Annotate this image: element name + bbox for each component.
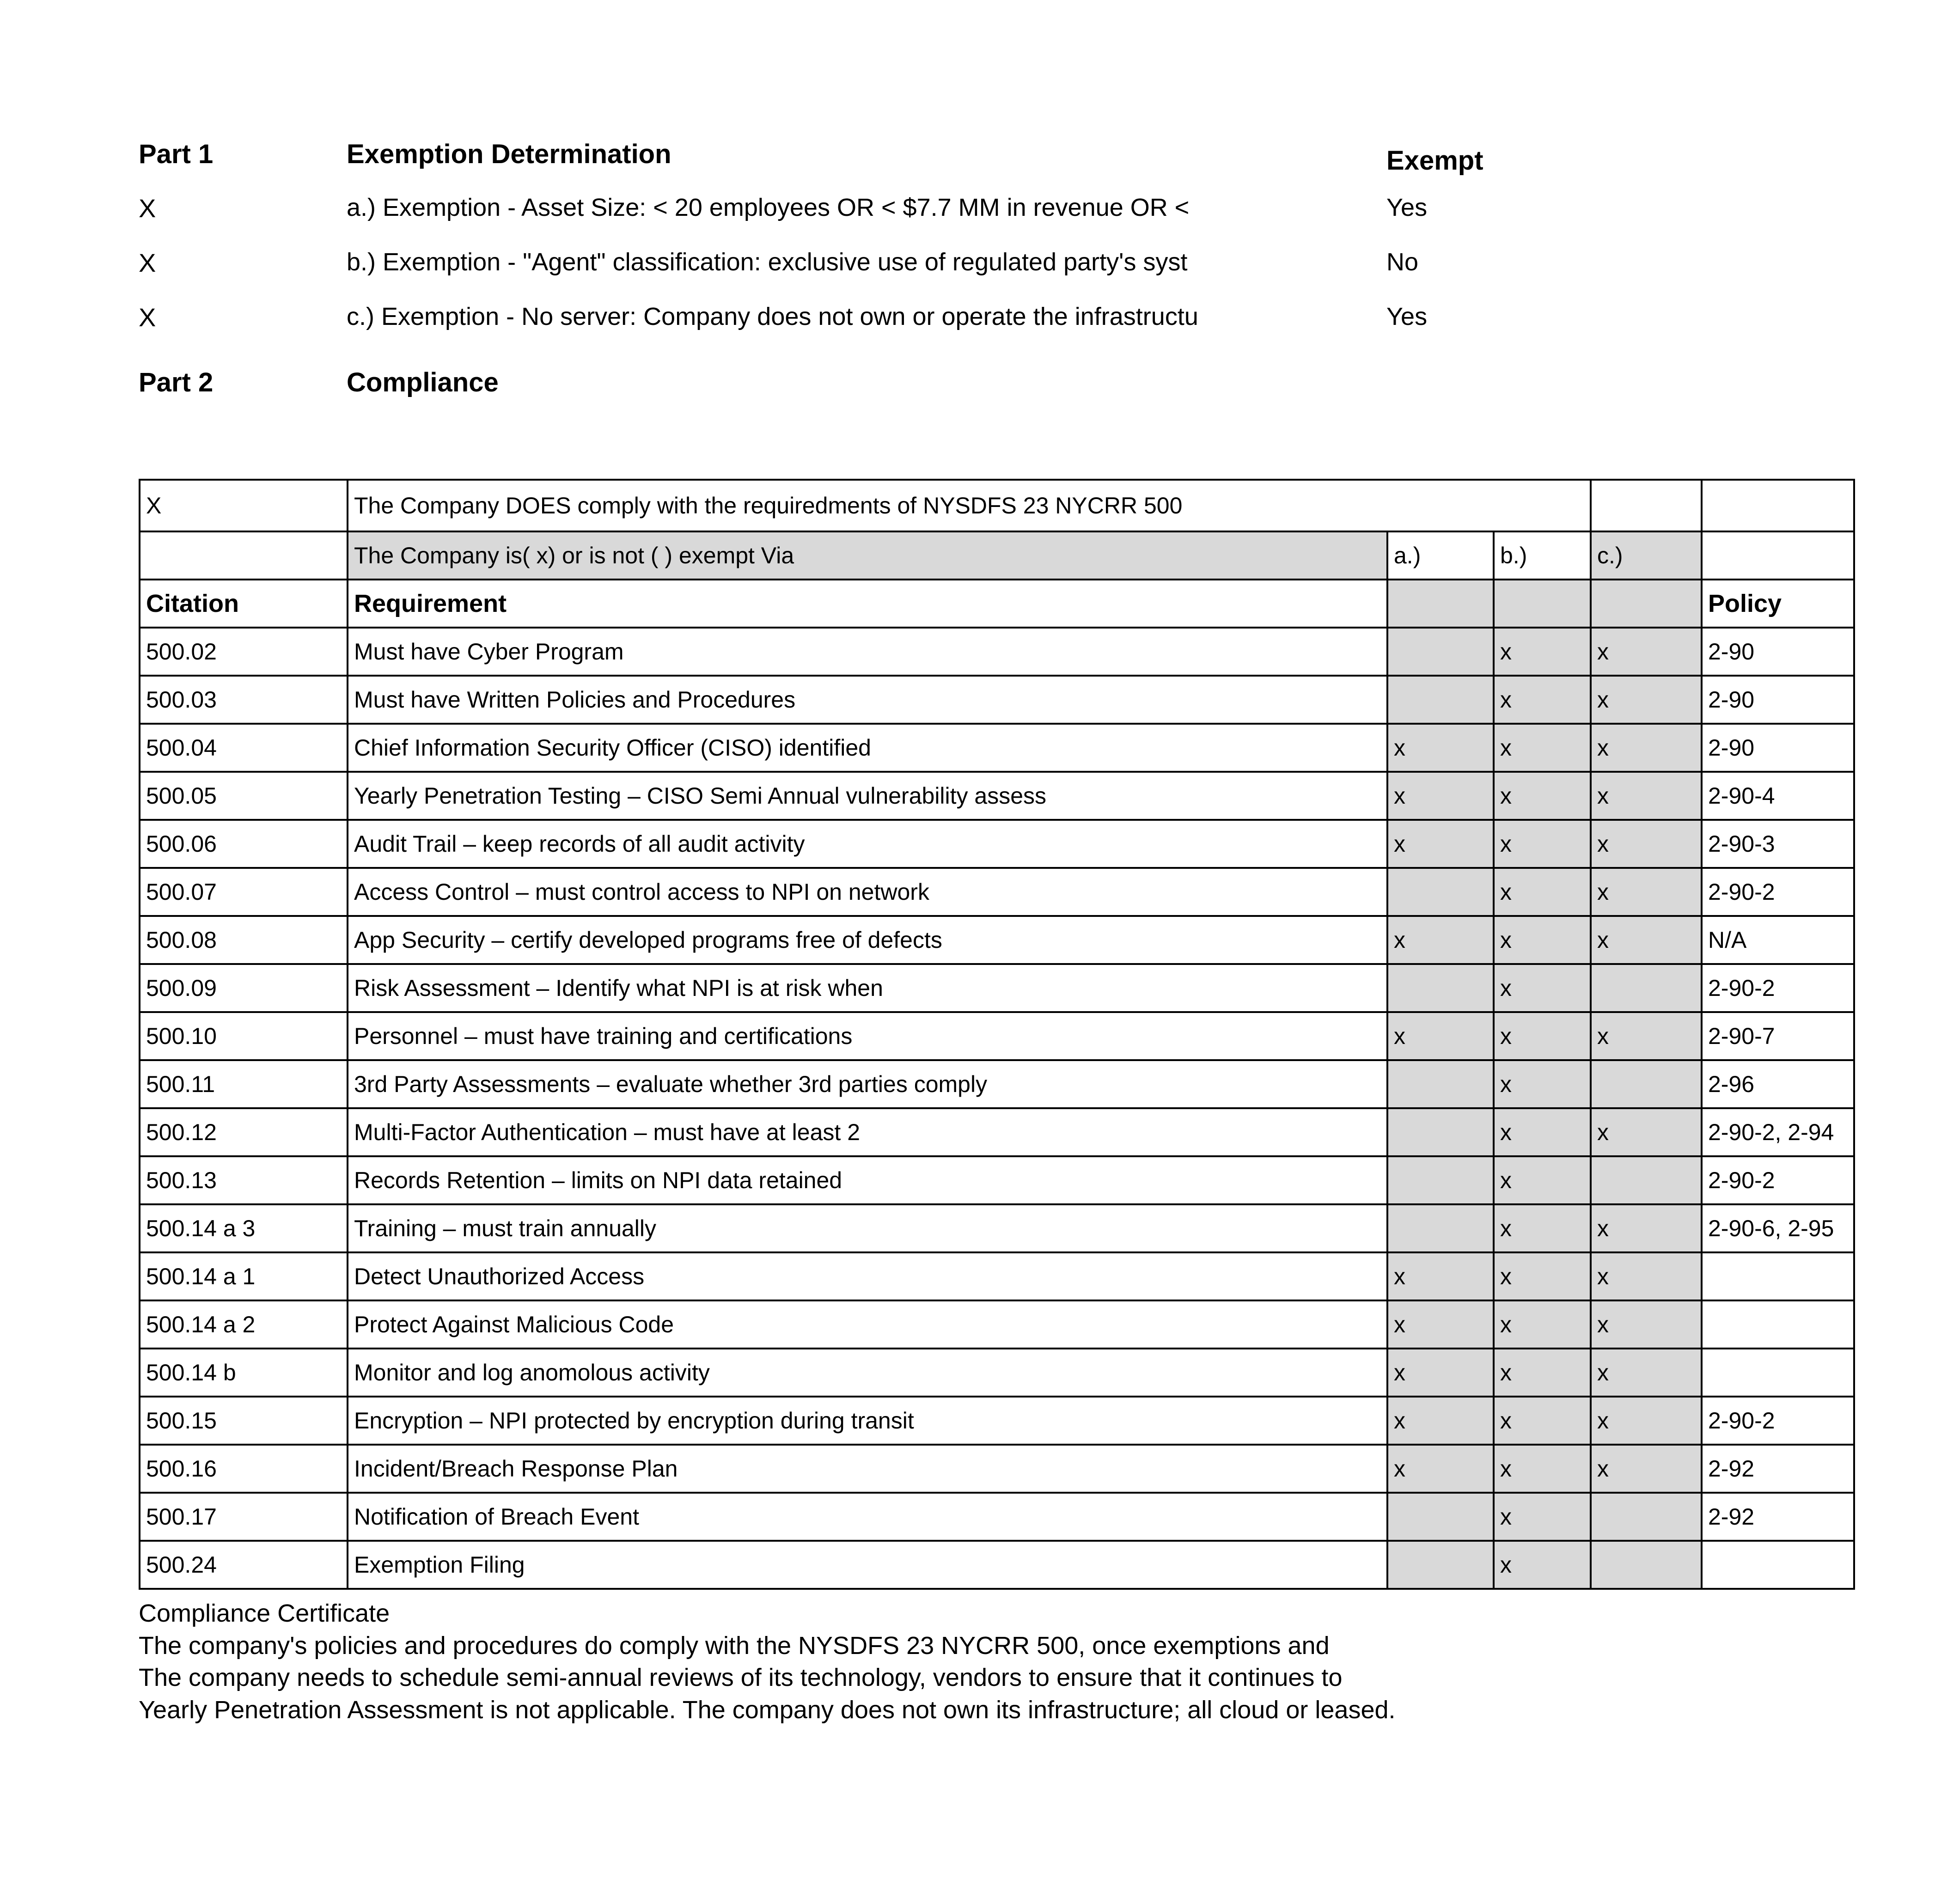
- cell-requirement: Records Retention – limits on NPI data retained: [348, 1156, 1387, 1204]
- cell-exemption-a: x: [1387, 1397, 1494, 1445]
- cell-citation: 500.03: [140, 676, 348, 724]
- cell-exemption-b: x: [1494, 1060, 1591, 1108]
- cell-citation: 500.15: [140, 1397, 348, 1445]
- part1-label: Part 1: [139, 139, 214, 169]
- cell-citation: 500.12: [140, 1108, 348, 1156]
- cell-exemption-c: x: [1591, 1300, 1702, 1349]
- cell-exemption-a: [1387, 628, 1494, 676]
- compliance-statement-policy-blank: [1702, 480, 1854, 531]
- cell-exemption-c: x: [1591, 1108, 1702, 1156]
- certificate-title: Compliance Certificate: [139, 1599, 390, 1627]
- cell-citation: 500.14 a 3: [140, 1204, 348, 1252]
- table-row: [140, 628, 1854, 676]
- cell-policy: [1702, 1349, 1854, 1397]
- part1-title: Exemption Determination: [347, 139, 671, 169]
- cell-exemption-b: x: [1494, 724, 1591, 772]
- cell-exemption-b: x: [1494, 1493, 1591, 1541]
- cell-exemption-a: [1387, 1204, 1494, 1252]
- part2-header-row: [139, 367, 1849, 418]
- table-row: [140, 820, 1854, 868]
- cell-exemption-c: x: [1591, 1252, 1702, 1300]
- cell-exemption-c: x: [1591, 1204, 1702, 1252]
- cell-citation: 500.10: [140, 1012, 348, 1060]
- table-row: [140, 1445, 1854, 1493]
- exemption-b-mark: X: [139, 248, 156, 277]
- cell-exemption-a: x: [1387, 724, 1494, 772]
- column-header-b: [1494, 580, 1591, 628]
- cell-exemption-b: x: [1494, 1252, 1591, 1300]
- table-row: [140, 868, 1854, 916]
- exemption-a-text: a.) Exemption - Asset Size: < 20 employees OR < $7.7 MM in revenue OR <: [347, 194, 1190, 221]
- cell-exemption-b: x: [1494, 1108, 1591, 1156]
- cell-exemption-b: x: [1494, 1204, 1591, 1252]
- exempt-via-a: a.): [1387, 531, 1494, 580]
- cell-policy: N/A: [1702, 916, 1854, 964]
- exemption-b-value: No: [1386, 248, 1419, 276]
- cell-policy: [1702, 1252, 1854, 1300]
- table-row: [140, 772, 1854, 820]
- cell-requirement: Yearly Penetration Testing – CISO Semi Annual vulnerability assess: [348, 772, 1387, 820]
- cell-citation: 500.11: [140, 1060, 348, 1108]
- cell-policy: 2-90-2: [1702, 1156, 1854, 1204]
- cell-requirement: Incident/Breach Response Plan: [348, 1445, 1387, 1493]
- column-header-citation: Citation: [140, 580, 348, 628]
- column-header-policy: Policy: [1702, 580, 1854, 628]
- cell-exemption-c: [1591, 1493, 1702, 1541]
- exempt-via-blank: [140, 531, 348, 580]
- cell-citation: 500.02: [140, 628, 348, 676]
- cell-exemption-a: x: [1387, 1349, 1494, 1397]
- part1-section: [139, 139, 1849, 418]
- cell-citation: 500.04: [140, 724, 348, 772]
- exempt-via-text: The Company is( x) or is not ( ) exempt Via: [348, 531, 1387, 580]
- cell-citation: 500.14 a 2: [140, 1300, 348, 1349]
- table-row-exempt-via: [140, 531, 1854, 580]
- cell-exemption-b: x: [1494, 676, 1591, 724]
- cell-citation: 500.24: [140, 1541, 348, 1589]
- table-row: [140, 1108, 1854, 1156]
- compliance-table-wrap: [139, 479, 1853, 1590]
- certificate-line-2: The company needs to schedule semi-annual reviews of its technology, vendors to ensure that it continues to: [139, 1664, 1343, 1692]
- cell-requirement: Notification of Breach Event: [348, 1493, 1387, 1541]
- cell-exemption-a: x: [1387, 1012, 1494, 1060]
- cell-requirement: Monitor and log anomolous activity: [348, 1349, 1387, 1397]
- cell-policy: 2-90-7: [1702, 1012, 1854, 1060]
- cell-citation: 500.08: [140, 916, 348, 964]
- compliance-statement-text: The Company DOES comply with the requiredments of NYSDFS 23 NYCRR 500: [348, 480, 1591, 531]
- cell-citation: 500.07: [140, 868, 348, 916]
- column-header-a: [1387, 580, 1494, 628]
- cell-policy: 2-90-2: [1702, 964, 1854, 1012]
- cell-exemption-c: x: [1591, 1349, 1702, 1397]
- cell-requirement: Encryption – NPI protected by encryption during transit: [348, 1397, 1387, 1445]
- compliance-table-body: [140, 480, 1854, 1589]
- cell-exemption-b: x: [1494, 1541, 1591, 1589]
- cell-exemption-b: x: [1494, 964, 1591, 1012]
- table-row: [140, 1012, 1854, 1060]
- cell-exemption-a: x: [1387, 772, 1494, 820]
- table-row: [140, 916, 1854, 964]
- cell-citation: 500.16: [140, 1445, 348, 1493]
- cell-exemption-a: [1387, 1108, 1494, 1156]
- cell-requirement: Access Control – must control access to NPI on network: [348, 868, 1387, 916]
- cell-exemption-a: x: [1387, 1252, 1494, 1300]
- cell-citation: 500.09: [140, 964, 348, 1012]
- cell-exemption-c: x: [1591, 724, 1702, 772]
- table-row: [140, 1300, 1854, 1349]
- cell-exemption-a: [1387, 1060, 1494, 1108]
- part2-title: Compliance: [347, 367, 499, 397]
- cell-requirement: Multi-Factor Authentication – must have at least 2: [348, 1108, 1387, 1156]
- cell-exemption-c: x: [1591, 676, 1702, 724]
- cell-exemption-c: x: [1591, 820, 1702, 868]
- cell-exemption-a: [1387, 676, 1494, 724]
- cell-exemption-a: x: [1387, 916, 1494, 964]
- cell-exemption-b: x: [1494, 916, 1591, 964]
- table-header-row: [140, 580, 1854, 628]
- part2-label: Part 2: [139, 367, 214, 397]
- cell-exemption-c: [1591, 964, 1702, 1012]
- cell-citation: 500.13: [140, 1156, 348, 1204]
- table-row: [140, 1541, 1854, 1589]
- exemption-row-b: [139, 248, 1849, 302]
- cell-exemption-b: x: [1494, 1156, 1591, 1204]
- table-row: [140, 1156, 1854, 1204]
- cell-policy: 2-90: [1702, 724, 1854, 772]
- cell-policy: [1702, 1541, 1854, 1589]
- cell-exemption-a: [1387, 868, 1494, 916]
- cell-citation: 500.06: [140, 820, 348, 868]
- cell-policy: 2-96: [1702, 1060, 1854, 1108]
- cell-policy: 2-90-4: [1702, 772, 1854, 820]
- cell-requirement: Chief Information Security Officer (CISO) identified: [348, 724, 1387, 772]
- cell-exemption-c: [1591, 1060, 1702, 1108]
- cell-exemption-b: x: [1494, 1445, 1591, 1493]
- cell-requirement: Protect Against Malicious Code: [348, 1300, 1387, 1349]
- compliance-statement-mark: X: [140, 480, 348, 531]
- cell-policy: 2-92: [1702, 1493, 1854, 1541]
- cell-exemption-a: [1387, 1156, 1494, 1204]
- cell-exemption-c: x: [1591, 772, 1702, 820]
- exemption-b-text: b.) Exemption - "Agent" classification: exclusive use of regulated party's syst: [347, 248, 1188, 276]
- part1-header-row: [139, 139, 1849, 193]
- cell-requirement: Detect Unauthorized Access: [348, 1252, 1387, 1300]
- exemption-a-mark: X: [139, 194, 156, 223]
- cell-exemption-a: [1387, 964, 1494, 1012]
- cell-citation: 500.14 b: [140, 1349, 348, 1397]
- table-row: [140, 1349, 1854, 1397]
- exemption-c-mark: X: [139, 303, 156, 332]
- cell-exemption-b: x: [1494, 1397, 1591, 1445]
- cell-requirement: Personnel – must have training and certifications: [348, 1012, 1387, 1060]
- table-row: [140, 676, 1854, 724]
- exemption-row-a: [139, 193, 1849, 248]
- cell-requirement: App Security – certify developed programs free of defects: [348, 916, 1387, 964]
- exemption-row-c: [139, 302, 1849, 357]
- compliance-table: [139, 479, 1855, 1590]
- cell-exemption-a: [1387, 1541, 1494, 1589]
- cell-policy: 2-90-2: [1702, 1397, 1854, 1445]
- table-row: [140, 1397, 1854, 1445]
- exemption-c-text: c.) Exemption - No server: Company does not own or operate the infrastructu: [347, 303, 1198, 330]
- table-row: [140, 1252, 1854, 1300]
- cell-policy: 2-90-2: [1702, 868, 1854, 916]
- compliance-statement-blank: [1591, 480, 1702, 531]
- cell-exemption-b: x: [1494, 1300, 1591, 1349]
- cell-policy: 2-90: [1702, 676, 1854, 724]
- exemption-c-value: Yes: [1386, 303, 1428, 330]
- cell-citation: 500.17: [140, 1493, 348, 1541]
- cell-exemption-c: [1591, 1156, 1702, 1204]
- cell-requirement: Must have Written Policies and Procedures: [348, 676, 1387, 724]
- exempt-column-header: Exempt: [1386, 146, 1483, 176]
- cell-citation: 500.14 a 1: [140, 1252, 348, 1300]
- table-row: [140, 1060, 1854, 1108]
- cell-exemption-c: x: [1591, 628, 1702, 676]
- table-row: [140, 1204, 1854, 1252]
- cell-requirement: Training – must train annually: [348, 1204, 1387, 1252]
- cell-exemption-c: x: [1591, 1445, 1702, 1493]
- certificate-line-1: The company's policies and procedures do comply with the NYSDFS 23 NYCRR 500, once exemptions and: [139, 1631, 1330, 1660]
- exempt-via-policy-blank: [1702, 531, 1854, 580]
- cell-exemption-a: x: [1387, 1300, 1494, 1349]
- cell-exemption-a: [1387, 1493, 1494, 1541]
- cell-exemption-c: x: [1591, 1397, 1702, 1445]
- table-row-compliance-statement: [140, 480, 1854, 531]
- cell-exemption-c: [1591, 1541, 1702, 1589]
- cell-requirement: Risk Assessment – Identify what NPI is at risk when: [348, 964, 1387, 1012]
- cell-policy: [1702, 1300, 1854, 1349]
- cell-exemption-b: x: [1494, 1349, 1591, 1397]
- cell-requirement: Exemption Filing: [348, 1541, 1387, 1589]
- cell-policy: 2-90-3: [1702, 820, 1854, 868]
- exemption-a-value: Yes: [1386, 194, 1428, 221]
- cell-policy: 2-90-2, 2-94: [1702, 1108, 1854, 1156]
- column-header-c: [1591, 580, 1702, 628]
- cell-policy: 2-90-6, 2-95: [1702, 1204, 1854, 1252]
- table-row: [140, 964, 1854, 1012]
- compliance-certificate: [139, 1599, 1876, 1725]
- cell-exemption-b: x: [1494, 820, 1591, 868]
- table-row: [140, 1493, 1854, 1541]
- cell-exemption-b: x: [1494, 1012, 1591, 1060]
- cell-requirement: Audit Trail – keep records of all audit activity: [348, 820, 1387, 868]
- cell-exemption-b: x: [1494, 868, 1591, 916]
- cell-exemption-c: x: [1591, 868, 1702, 916]
- cell-requirement: Must have Cyber Program: [348, 628, 1387, 676]
- column-header-requirement: Requirement: [348, 580, 1387, 628]
- cell-policy: 2-92: [1702, 1445, 1854, 1493]
- cell-exemption-c: x: [1591, 916, 1702, 964]
- exempt-via-c: c.): [1591, 531, 1702, 580]
- cell-requirement: 3rd Party Assessments – evaluate whether 3rd parties comply: [348, 1060, 1387, 1108]
- certificate-line-3: Yearly Penetration Assessment is not applicable. The company does not own its infrastructure; all cloud or leased.: [139, 1696, 1396, 1724]
- cell-exemption-a: x: [1387, 820, 1494, 868]
- exempt-via-b: b.): [1494, 531, 1591, 580]
- cell-exemption-b: x: [1494, 772, 1591, 820]
- cell-exemption-c: x: [1591, 1012, 1702, 1060]
- cell-exemption-b: x: [1494, 628, 1591, 676]
- cell-policy: 2-90: [1702, 628, 1854, 676]
- cell-citation: 500.05: [140, 772, 348, 820]
- table-row: [140, 724, 1854, 772]
- cell-exemption-a: x: [1387, 1445, 1494, 1493]
